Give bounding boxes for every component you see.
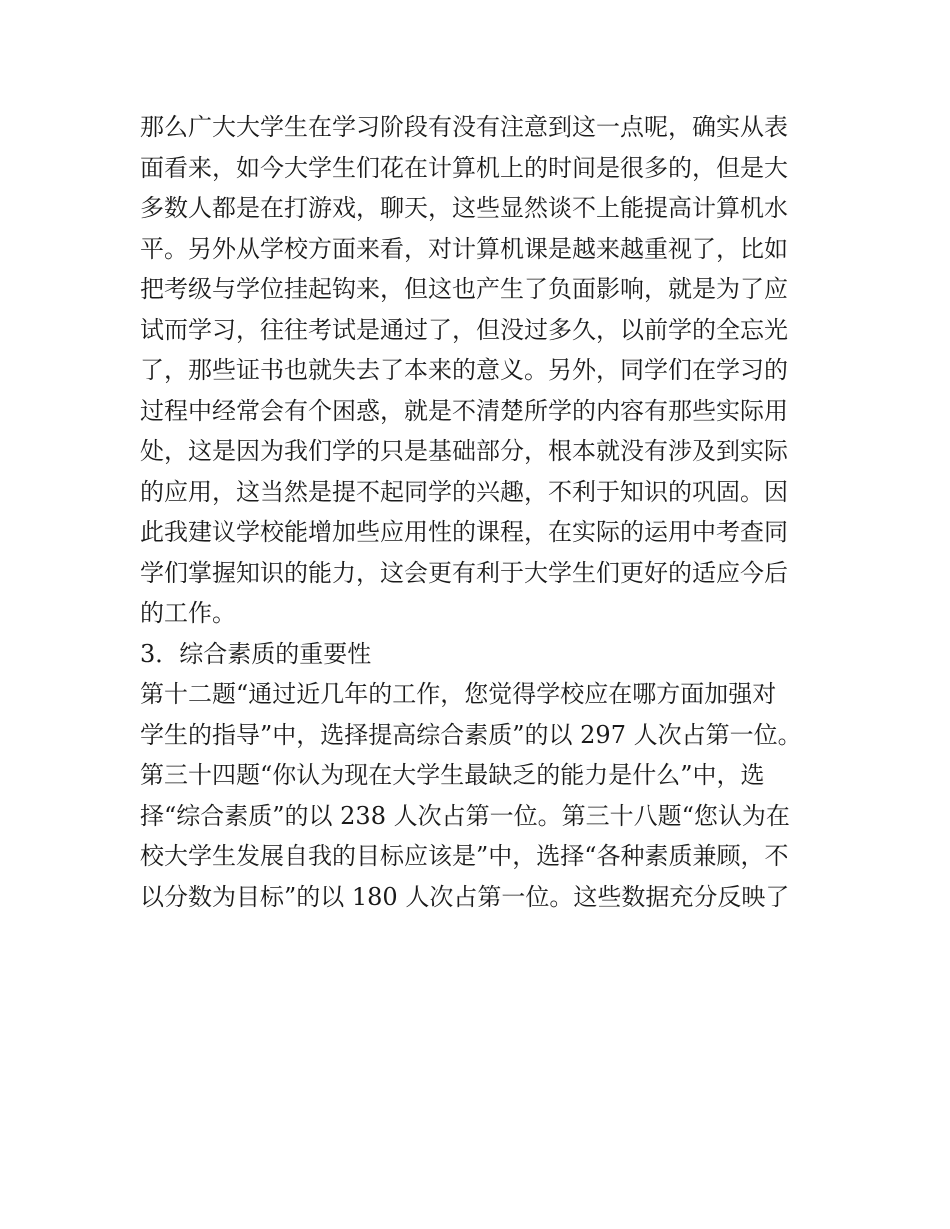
text-line: 校大学生发展自我的目标应该是”中，选择“各种素质兼顾，不 xyxy=(140,842,789,870)
text-line: 了，那些证书也就失去了本来的意义。另外，同学们在学习的 xyxy=(140,356,788,384)
text-line: 以分数为目标”的以 180 人次占第一位。这些数据充分反映了 xyxy=(140,882,790,911)
text-line: 第三十四题“你认为现在大学生最缺乏的能力是什么”中，选 xyxy=(140,761,765,789)
text-line: 的应用，这当然是提不起同学的兴趣，不利于知识的巩固。因 xyxy=(140,477,788,506)
text-line: 面看来，如今大学生们花在计算机上的时间是很多的，但是大 xyxy=(140,153,788,182)
text-line: 第十二题“通过近几年的工作，您觉得学校应在哪方面加强对 xyxy=(140,680,777,708)
text-line: 学们掌握知识的能力，这会更有利于大学生们更好的适应今后 xyxy=(140,558,788,587)
text-line: 过程中经常会有个困惑，就是不清楚所学的内容有那些实际用 xyxy=(140,396,788,425)
text-line: 把考级与学位挂起钩来，但这也产生了负面影响，就是为了应 xyxy=(140,275,788,303)
text-line: 处，这是因为我们学的只是基础部分，根本就没有涉及到实际 xyxy=(140,437,788,465)
text-line: 那么广大大学生在学习阶段有没有注意到这一点呢，确实从表 xyxy=(140,113,788,141)
text-line: 多数人都是在打游戏，聊天，这些显然谈不上能提高计算机水 xyxy=(140,194,788,222)
text-line: 择“综合素质”的以 238 人次占第一位。第三十八题“您认为在 xyxy=(140,801,790,830)
section-heading: 3．综合素质的重要性 xyxy=(140,639,372,668)
text-line: 平。另外从学校方面来看，对计算机课是越来越重视了，比如 xyxy=(140,234,788,263)
text-line: 的工作。 xyxy=(140,599,236,627)
text-line: 此我建议学校能增加些应用性的课程，在实际的运用中考查同 xyxy=(140,518,788,546)
body-text xyxy=(140,107,812,917)
text-line: 试而学习，往往考试是通过了，但没过多久，以前学的全忘光 xyxy=(140,315,788,344)
text-line: 学生的指导”中，选择提高综合素质”的以 297 人次占第一位。 xyxy=(140,720,802,749)
